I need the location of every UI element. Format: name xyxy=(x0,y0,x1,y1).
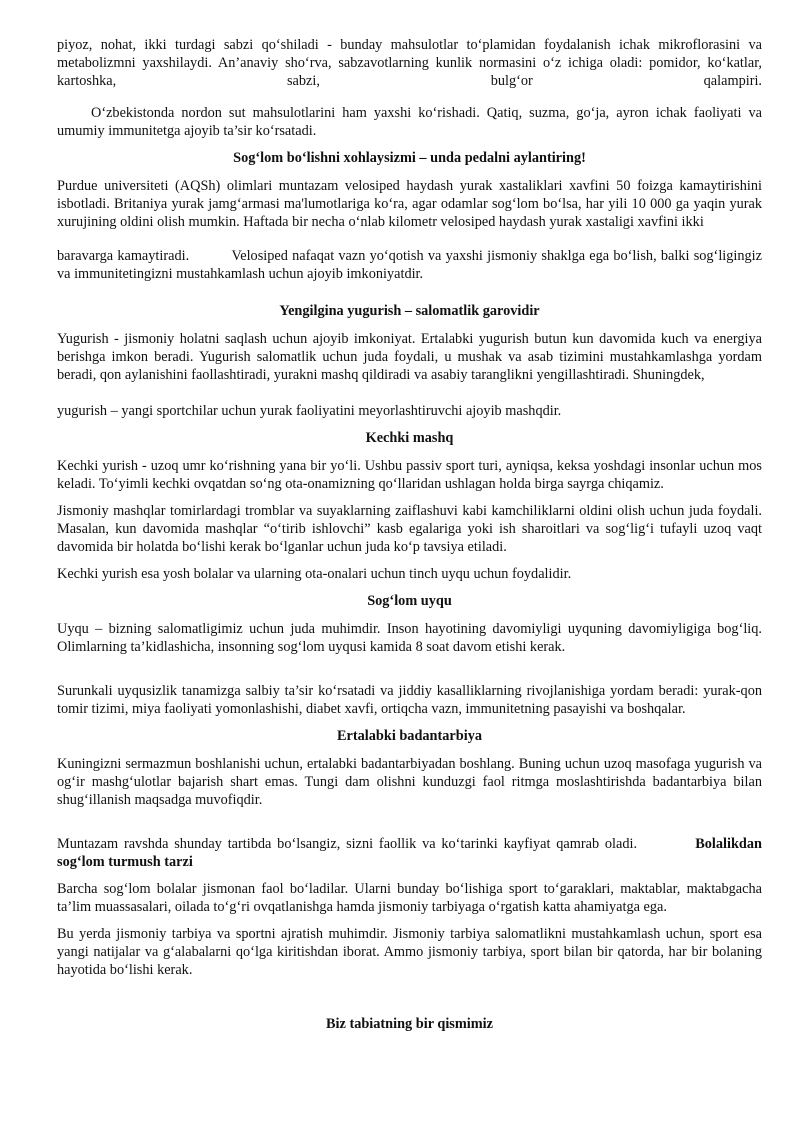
heading-childhood-lifestyle: Bolalikdan sog‘lom turmush tarzi xyxy=(57,836,762,870)
paragraph-active-children: Barcha sog‘lom bolalar jismonan faol bo‘ladilar. Ularni bunday bo‘lishiga sport to‘garaklari, maktablar, maktabgacha ta’lim muassasalari, oilada to‘g‘ri ovqatlanishga hamda jismoniy tarbiyaga o‘rgatish katta ahamiyatga ega. xyxy=(57,881,762,915)
paragraph-dairy: O‘zbekistonda nordon sut mahsulotlarini ham yaxshi ko‘rishadi. Qatiq, suzma, go‘ja, ayron ichak faoliyati va umumiy immunitetga ajoyib ta’sir ko‘rsatadi. xyxy=(57,105,762,139)
paragraph-exercise-benefits: Jismoniy mashqlar tomirlardagi tromblar va suyaklarning zaiflashuvi kabi kamchiliklarni oldini olish uchun juda foydali. Masalan, kun davomida mashqlar “o‘tirib ishlovchi” kasb egalariga yoki ish sharoitlari va sog‘lig‘i tufayli uzoq vaqt davomida bir holatda bo‘lishi kerak bo‘lganlar uchun juda ko‘p tavsiya etiladi. xyxy=(57,503,762,555)
cycling-text-fragment: baravarga kamaytiradi. xyxy=(57,248,190,264)
heading-running: Yengilgina yugurish – salomatlik garovidir xyxy=(279,303,540,319)
paragraph-evening-walk: Kechki yurish - uzoq umr ko‘rishning yana bir yo‘li. Ushbu passiv sport turi, ayniqsa, keksa yoshdagi insonlar uchun mos keladi. To‘yimli kechki ovqatdan so‘ng ota-onamizning qo‘llaridan ushlagan holda birga sayrga chiqamiz. xyxy=(57,458,762,492)
paragraph-insomnia: Surunkali uyqusizlik tanamizga salbiy ta’sir ko‘rsatadi va jiddiy kasalliklarning rivojlanishiga yordam beradi: yurak-qon tomir tizimi, miya faoliyati yomonlashishi, diabet xavfi, ortiqcha vazn, immunitetning pasayishi va boshqalar. xyxy=(57,683,762,717)
cycling-text-continuation: Velosiped nafaqat vazn yo‘qotish va yaxshi jismoniy shaklga ega bo‘lish, balki sog‘ligingiz va immunitetingizni mustahkamlash uchun ajoyib imkoniyatdir. xyxy=(57,248,763,282)
paragraph-running-end: yugurish – yangi sportchilar uchun yurak faoliyatini meyorlashtiruvchi ajoyib mashqdir. xyxy=(57,403,562,419)
heading-cycling: Sog‘lom bo‘lishni xohlaysizmi – unda pedalni aylantiring! xyxy=(233,150,586,166)
paragraph-plov-vegetables: piyoz, nohat, ikki turdagi sabzi qo‘shiladi - bunday mahsulotlar to‘plamidan foydalanish ichak mikroflorasini va metabolizmni yaxshilaydi. An’anaviy sho‘rva, sabzavotlarning kunlik normasini o‘z ichiga oladi: pomidor, ko‘katlar, kartoshka, sabzi, bulg‘or qalampiri. xyxy=(57,37,762,89)
document-page xyxy=(57,36,762,1043)
paragraph-evening-sleep: Kechki yurish esa yosh bolalar va ularning ota-onalari uchun tinch uyqu uchun foydalidir. xyxy=(57,566,572,582)
paragraph-sleep-importance: Uyqu – bizning salomatligimiz uchun juda muhimdir. Inson hayotining davomiyligi uyquning davomiyligiga bog‘liq. Olimlarning ta’kidlashicha, insonning sog‘lom uyqusi kamida 8 soat davom etishi kerak. xyxy=(57,621,762,655)
routine-text: Muntazam ravshda shunday tartibda bo‘lsangiz, sizni faollik va ko‘tarinki kayfiyat qamrab oladi. xyxy=(57,836,638,852)
heading-morning-exercise: Ertalabki badantarbiya xyxy=(337,728,482,744)
paragraph-running: Yugurish - jismoniy holatni saqlash uchun ajoyib imkoniyat. Ertalabki yugurish butun kun davomida kuch va energiya berishga imkon beradi. Yugurish salomatlik uchun juda foydali, u mushak va asab tizimini mustahkamlashga yordam beradi, qon aylanishini faollashtiradi, yurakni mashq qildiradi va asabiy taranglikni yengillashtiradi. Shuningdek, xyxy=(57,331,762,383)
paragraph-morning-exercise: Kuningizni sermazmun boshlanishi uchun, ertalabki badantarbiyadan boshlang. Buning uchun uzoq masofaga yugurish va og‘ir mashg‘ulotlar bajarish shart emas. Tungi dam olishni kunduzgi faol ritmga moslashtirishda badantarbiya bilan shug‘illanish maqsadga muvofiqdir. xyxy=(57,756,762,808)
paragraph-pe-vs-sport: Bu yerda jismoniy tarbiya va sportni ajratish muhimdir. Jismoniy tarbiya salomatlikni mustahkamlash uchun, sport esa yangi natijalar va g‘alabalarni qo‘lga kiritishdan iborat. Ammo jismoniy tarbiya, sport bilan bir qatorda, har bir bolaning hayotida bo‘lishi kerak. xyxy=(57,926,762,978)
heading-nature: Biz tabiatning bir qismimiz xyxy=(326,1016,493,1032)
heading-evening-exercise: Kechki mashq xyxy=(365,430,454,446)
heading-healthy-sleep: Sog‘lom uyqu xyxy=(367,593,452,609)
paragraph-cycling-benefits xyxy=(57,247,762,283)
paragraph-routine xyxy=(57,835,762,871)
paragraph-cycling-study: Purdue universiteti (AQSh) olimlari muntazam velosiped haydash yurak xastaliklari xavfini 50 foizga kamaytirishini isbotladi. Britaniya yurak jamg‘armasi ma'lumotlariga ko‘ra, agar odamlar sog‘lom bo‘lsa, har yili 10 000 ga yaqin yurak xurujining oldini olish mumkin. Haftada bir necha o‘nlab kilometr velosiped haydash yurak xastaligi xavfini ikki xyxy=(57,178,762,230)
